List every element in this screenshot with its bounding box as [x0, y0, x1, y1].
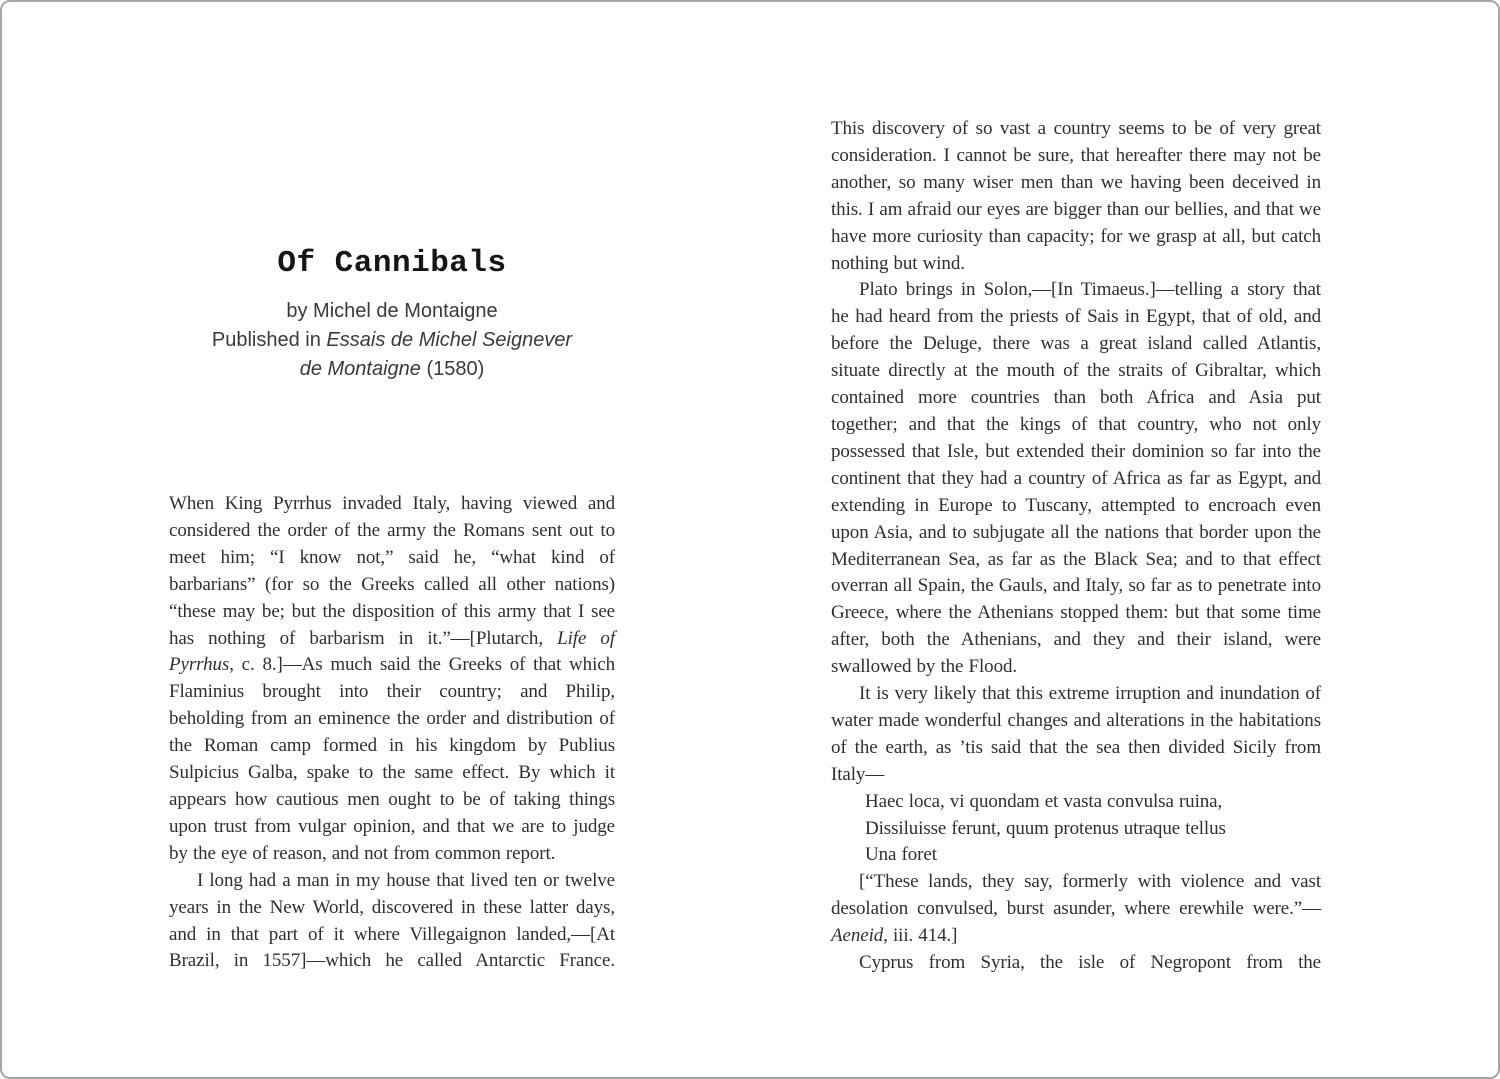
- publication-year: (1580): [420, 358, 485, 380]
- paragraph-text: , c. 8.]—As much said the Greeks of that which Flaminius brought into their country; and Philip, beholding from an eminence the order and distribution of the Roman camp formed in his kingdom by Publius Sulpicius Galba, spake to the same effect. By which it appears how cautious men ought to be of taking things upon trust from vulgar opinion, and that we are to judge by the eye of reason, and not from common report.: [169, 654, 615, 864]
- publication-title-part-2: de Montaigne: [299, 358, 421, 380]
- publication-line-2: [169, 355, 615, 384]
- body-paragraph-pyrrhus: [169, 491, 615, 868]
- publication-prefix: Published in: [211, 329, 327, 351]
- body-paragraph-plato-atlantis: Plato brings in Solon,—[In Timaeus.]—telling a story that he had heard from the priests of Sais in Egypt, that of old, and before the Deluge, there was a great island called Atlantis, situate directly at the mouth of the straits of Gibraltar, which contained more countries than both Africa and Asia put together; and that the kings of that country, who not only possessed that Isle, but extended their dominion so far into the continent that they had a country of Africa as far as Egypt, and extending in Europe to Tuscany, attempted to encroach even upon Asia, and to subjugate all the nations that border upon the Mediterranean Sea, as far as the Black Sea; and to that effect overran all Spain, the Gauls, and Italy, so far as to penetrate into Greece, where the Athenians stopped them: but that some time after, both the Athenians, and they and their island, were swallowed by the Flood.: [831, 279, 1321, 678]
- right-page-body: [831, 116, 1321, 977]
- left-page-body: [169, 491, 615, 975]
- latin-verse-line-2: Dissiluisse ferunt, quum protenus utraque tellus: [865, 817, 1226, 839]
- publication-title-part-1: Essais de Michel Seignever: [326, 329, 573, 351]
- publication-line-1: [169, 326, 615, 355]
- latin-verse-line-3: Una foret: [865, 844, 937, 866]
- author-byline: by Michel de Montaigne: [286, 300, 498, 322]
- body-paragraph-new-world: I long had a man in my house that lived ten or twelve years in the New World, discovered in these latter days, and in that part of it where Villegaignon landed,—[At Brazil, in 1557]—which he called Antarctic France.: [169, 869, 615, 972]
- body-paragraph-discovery: This discovery of so vast a country seems to be of very great consideration. I cannot be sure, that hereafter there may not be another, so many wiser men than we having been deceived in this. I am afraid our eyes are bigger than our bellies, and that we have more curiosity than capacity; for we grasp at all, but catch nothing but wind.: [831, 118, 1321, 274]
- chapter-title-block: [169, 246, 615, 384]
- paragraph-text: , iii. 414.]: [883, 925, 958, 947]
- chapter-title: Of Cannibals: [277, 246, 507, 281]
- cited-work-title: Aeneid: [831, 925, 884, 947]
- paragraph-text: [“These lands, they say, formerly with violence and vast desolation convulsed, burst asunder, where erewhile were.”—: [831, 871, 1321, 920]
- body-paragraph-inundation: It is very likely that this extreme irruption and inundation of water made wonderful changes and alterations in the habitations of the earth, as ’tis said that the sea then divided Sicily from Italy—: [831, 683, 1321, 785]
- cited-work-title: Life of Pyrrhus: [169, 627, 615, 676]
- paragraph-text: When King Pyrrhus invaded Italy, having viewed and considered the order of the army the Romans sent out to meet him; “I know not,” said he, “what kind of barbarians” (for so the Greeks called all other nations) “these may be; but the disposition of this army that I see has nothing of barbarism in it.”—[Plutarch,: [169, 493, 615, 649]
- body-paragraph-translation: [831, 869, 1321, 950]
- body-paragraph-cyprus: Cyprus from Syria, the isle of Negropont from the: [859, 952, 1321, 974]
- latin-verse-line-1: Haec loca, vi quondam et vasta convulsa ruina,: [865, 790, 1223, 812]
